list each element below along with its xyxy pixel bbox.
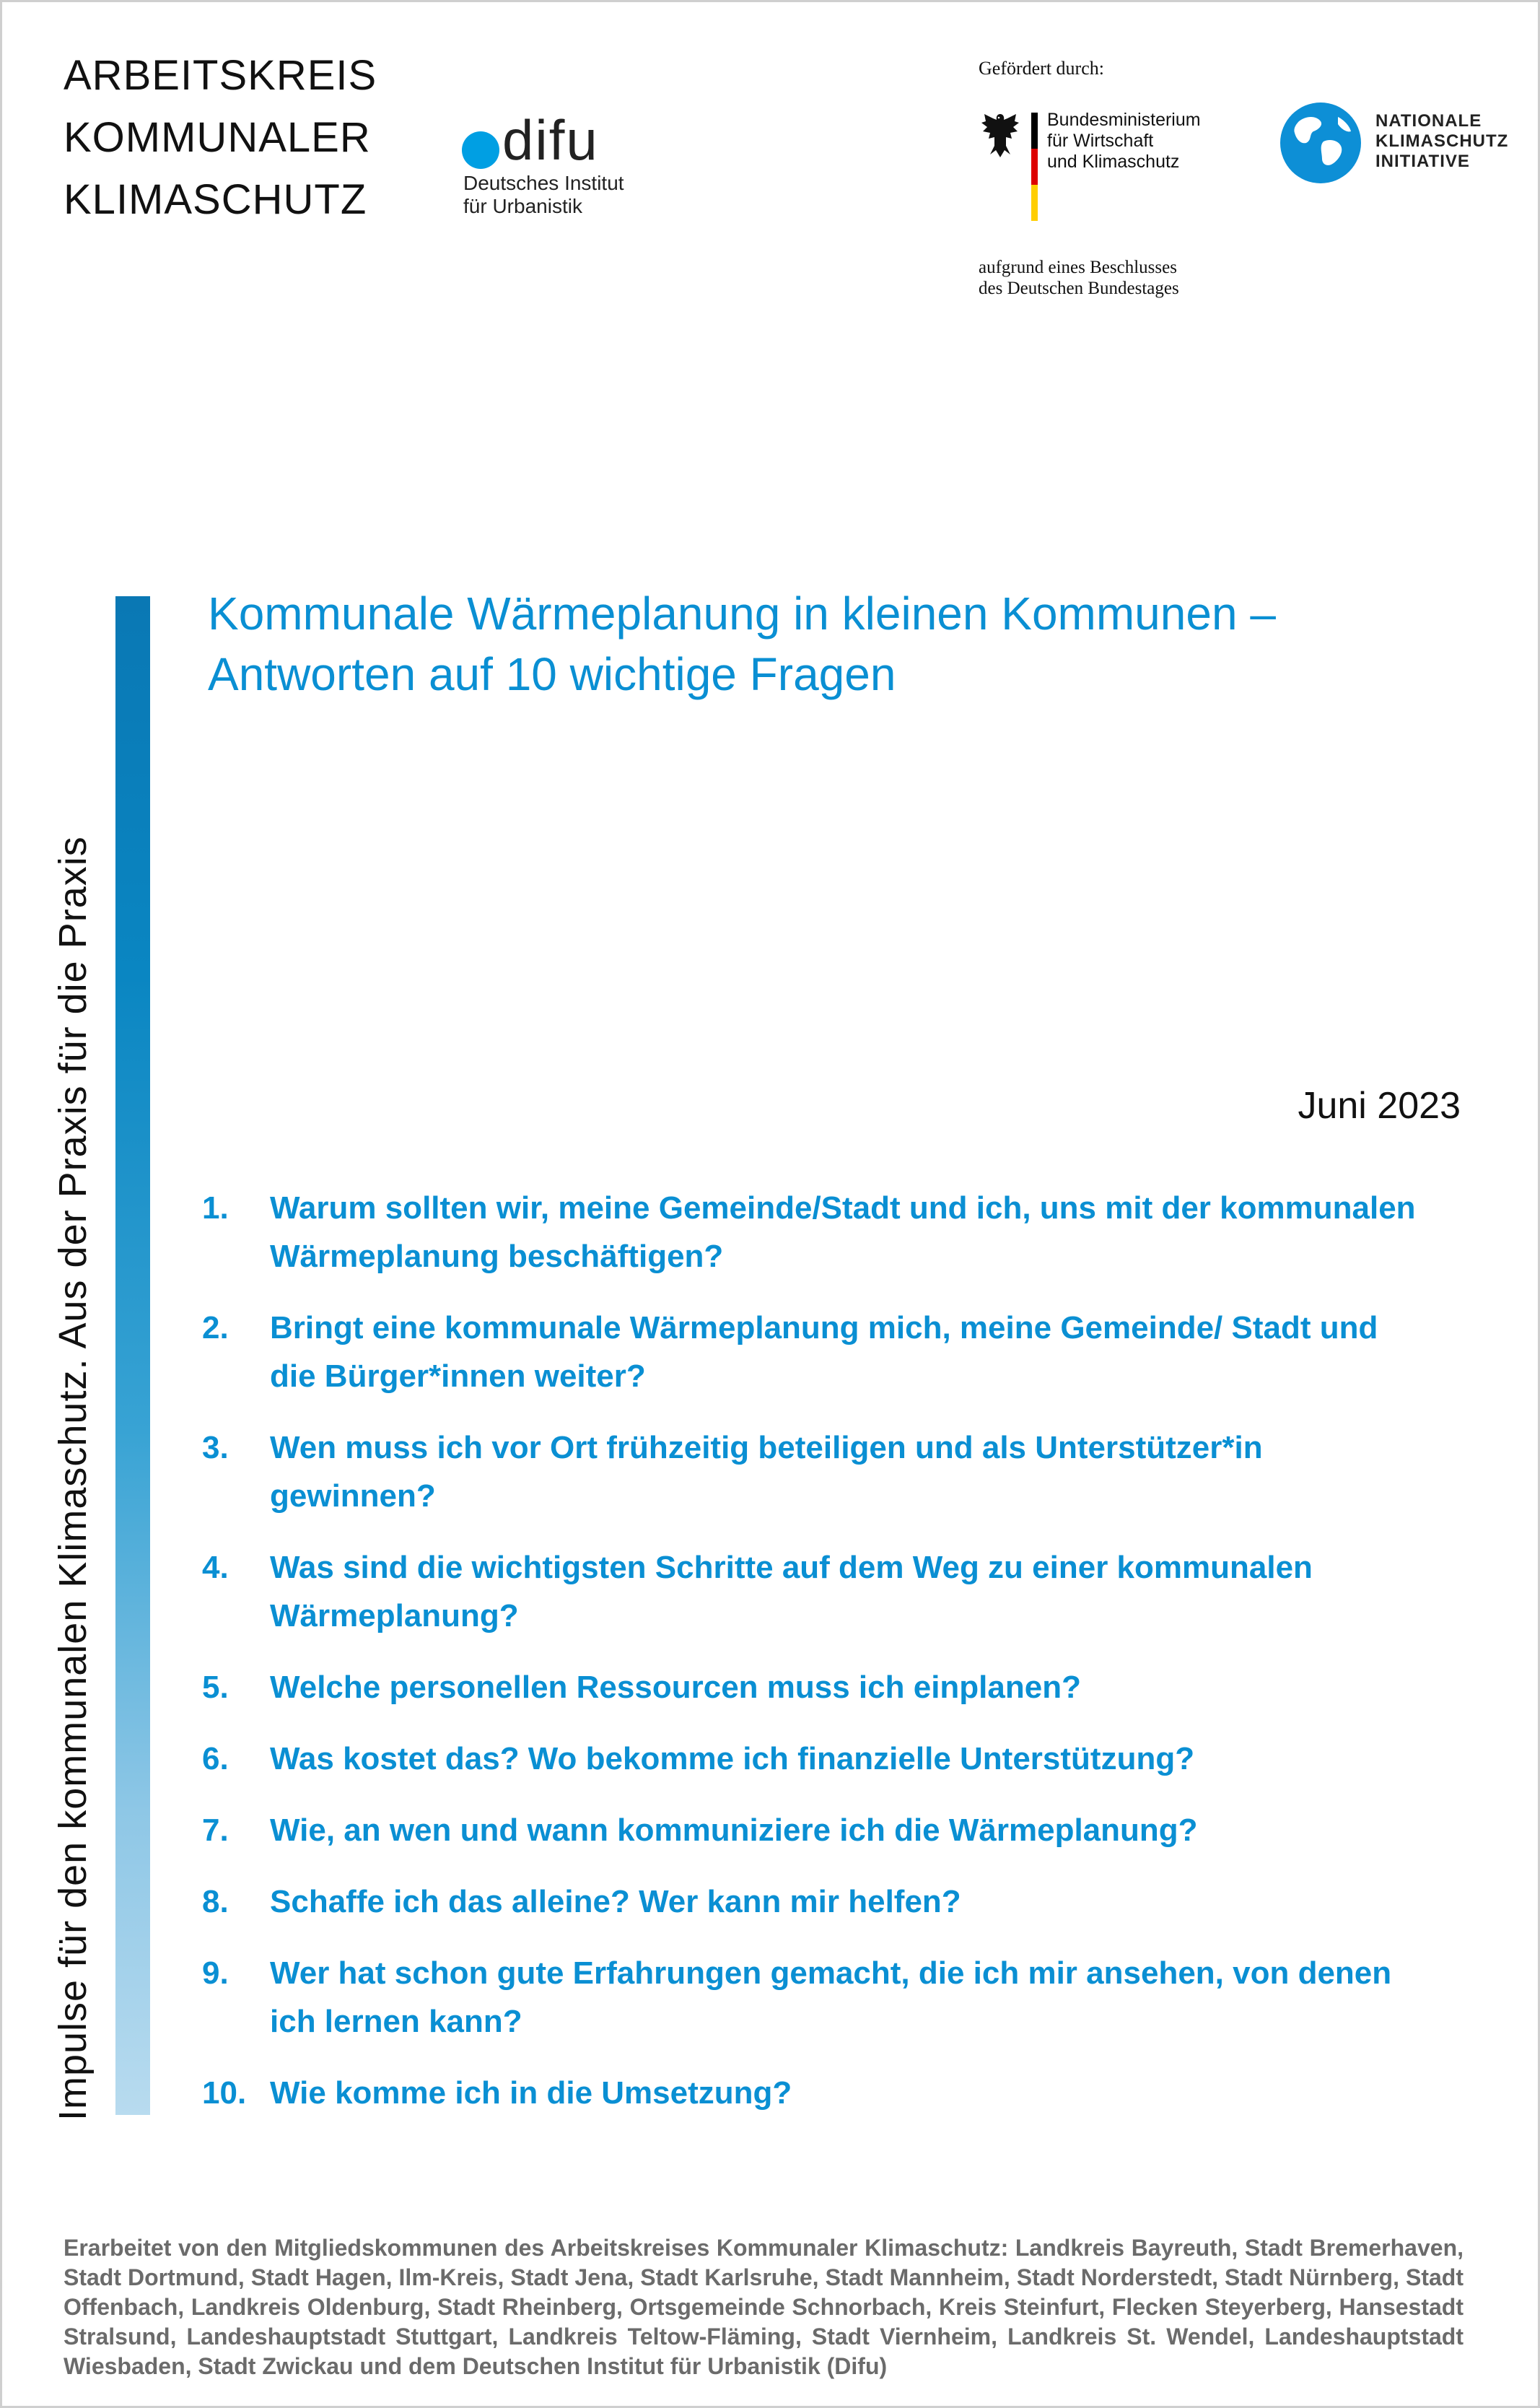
question-number: 10. bbox=[202, 2075, 247, 2111]
resolution-line: des Deutschen Bundestages bbox=[979, 279, 1179, 298]
question-item bbox=[202, 1543, 1429, 1640]
question-item bbox=[202, 2069, 1429, 2117]
difu-wordmark: difu bbox=[502, 108, 599, 172]
german-flag-bar bbox=[1031, 113, 1038, 221]
question-number: 1. bbox=[202, 1190, 229, 1226]
question-number: 3. bbox=[202, 1430, 229, 1465]
series-color-bar bbox=[115, 596, 150, 2115]
question-item bbox=[202, 1663, 1429, 1711]
question-item bbox=[202, 1877, 1429, 1926]
ministry-name-line: für Wirtschaft bbox=[1047, 131, 1154, 151]
publication-date: Juni 2023 bbox=[1298, 1085, 1461, 1127]
difu-subtitle-line: für Urbanistik bbox=[463, 195, 582, 217]
contributors-note: Erarbeitet von den Mitgliedskommunen des Arbeitskreises Kommunaler Klimaschutz: Landkreis Bayreuth, Stadt Bremerhaven, Stadt Dortmund, Stadt Hagen, Ilm-Kreis, Stadt Jena, Stadt Karlsruhe, Stadt Mannheim, Stadt Norderstedt, Stadt Nürnberg, Stadt Offenbach, Landkreis Oldenburg, Stadt Rheinberg, Ortsgemeinde Schnorbach, Kreis Steinfurt, Flecken Steyerberg, Hansestadt Stralsund, Landeshauptstadt Stuttgart, Landkreis Teltow-Fläming, Stadt Viernheim, Landkreis St. Wendel, Landeshauptstadt Wiesbaden, Stadt Zwickau und dem Deutschen Institut für Urbanistik (Difu) bbox=[64, 2235, 1464, 2379]
question-item bbox=[202, 1423, 1429, 1520]
question-item bbox=[202, 1735, 1429, 1783]
question-item bbox=[202, 1184, 1429, 1281]
globe-icon bbox=[1277, 100, 1364, 186]
org-name-line: KOMMUNALER bbox=[64, 114, 371, 161]
title-line: Kommunale Wärmeplanung in kleinen Kommunen – bbox=[208, 588, 1276, 640]
ministry-name-line: Bundesministerium bbox=[1047, 110, 1201, 130]
question-text: Was sind die wichtigsten Schritte auf dem Weg zu einer kommunalen Wärmeplanung? bbox=[270, 1550, 1313, 1633]
question-text: Was kostet das? Wo bekomme ich finanzielle Unterstützung? bbox=[270, 1741, 1195, 1776]
ministry-name bbox=[1047, 110, 1201, 173]
question-number: 6. bbox=[202, 1741, 229, 1776]
document-title bbox=[208, 583, 1478, 704]
title-line: Antworten auf 10 wichtige Fragen bbox=[208, 648, 896, 700]
org-name-line: KLIMASCHUTZ bbox=[64, 176, 367, 223]
resolution-line: aufgrund eines Beschlusses bbox=[979, 258, 1177, 277]
ministry-name-line: und Klimaschutz bbox=[1047, 152, 1180, 172]
series-title: Impulse für den kommunalen Klimaschutz. Aus der Praxis für die Praxis bbox=[51, 836, 95, 2121]
org-name-line: ARBEITSKREIS bbox=[64, 52, 377, 99]
question-text: Welche personellen Ressourcen muss ich einplanen? bbox=[270, 1670, 1081, 1705]
initiative-name bbox=[1375, 111, 1508, 172]
question-text: Schaffe ich das alleine? Wer kann mir helfen? bbox=[270, 1884, 961, 1919]
question-item bbox=[202, 1949, 1429, 2046]
bundestag-resolution-note bbox=[979, 257, 1179, 299]
difu-subtitle-line: Deutsches Institut bbox=[463, 172, 624, 194]
question-text: Wie komme ich in die Umsetzung? bbox=[270, 2075, 792, 2111]
initiative-name-line: INITIATIVE bbox=[1375, 152, 1470, 171]
initiative-name-line: KLIMASCHUTZ bbox=[1375, 131, 1509, 151]
difu-dot-icon bbox=[462, 131, 499, 169]
question-text: Wie, an wen und wann kommuniziere ich die Wärmeplanung? bbox=[270, 1812, 1198, 1848]
question-number: 4. bbox=[202, 1550, 229, 1585]
difu-subtitle bbox=[463, 172, 624, 218]
question-item bbox=[202, 1806, 1429, 1854]
question-number: 2. bbox=[202, 1310, 229, 1345]
question-number: 9. bbox=[202, 1955, 229, 1991]
question-list bbox=[202, 1184, 1429, 2140]
org-name bbox=[64, 45, 377, 231]
question-text: Wer hat schon gute Erfahrungen gemacht, die ich mir ansehen, von denen ich lernen kann? bbox=[270, 1955, 1392, 2039]
funded-by-label: Gefördert durch: bbox=[979, 58, 1104, 79]
federal-eagle-icon bbox=[979, 110, 1022, 162]
question-item bbox=[202, 1304, 1429, 1400]
question-text: Warum sollten wir, meine Gemeinde/Stadt und ich, uns mit der kommunalen Wärmeplanung beschäftigen? bbox=[270, 1190, 1416, 1274]
initiative-name-line: NATIONALE bbox=[1375, 111, 1482, 131]
question-text: Wen muss ich vor Ort frühzeitig beteiligen und als Unterstützer*in gewinnen? bbox=[270, 1430, 1263, 1514]
question-number: 5. bbox=[202, 1670, 229, 1705]
question-number: 8. bbox=[202, 1884, 229, 1919]
question-number: 7. bbox=[202, 1812, 229, 1848]
question-text: Bringt eine kommunale Wärmeplanung mich, meine Gemeinde/ Stadt und die Bürger*innen weiter? bbox=[270, 1310, 1378, 1394]
